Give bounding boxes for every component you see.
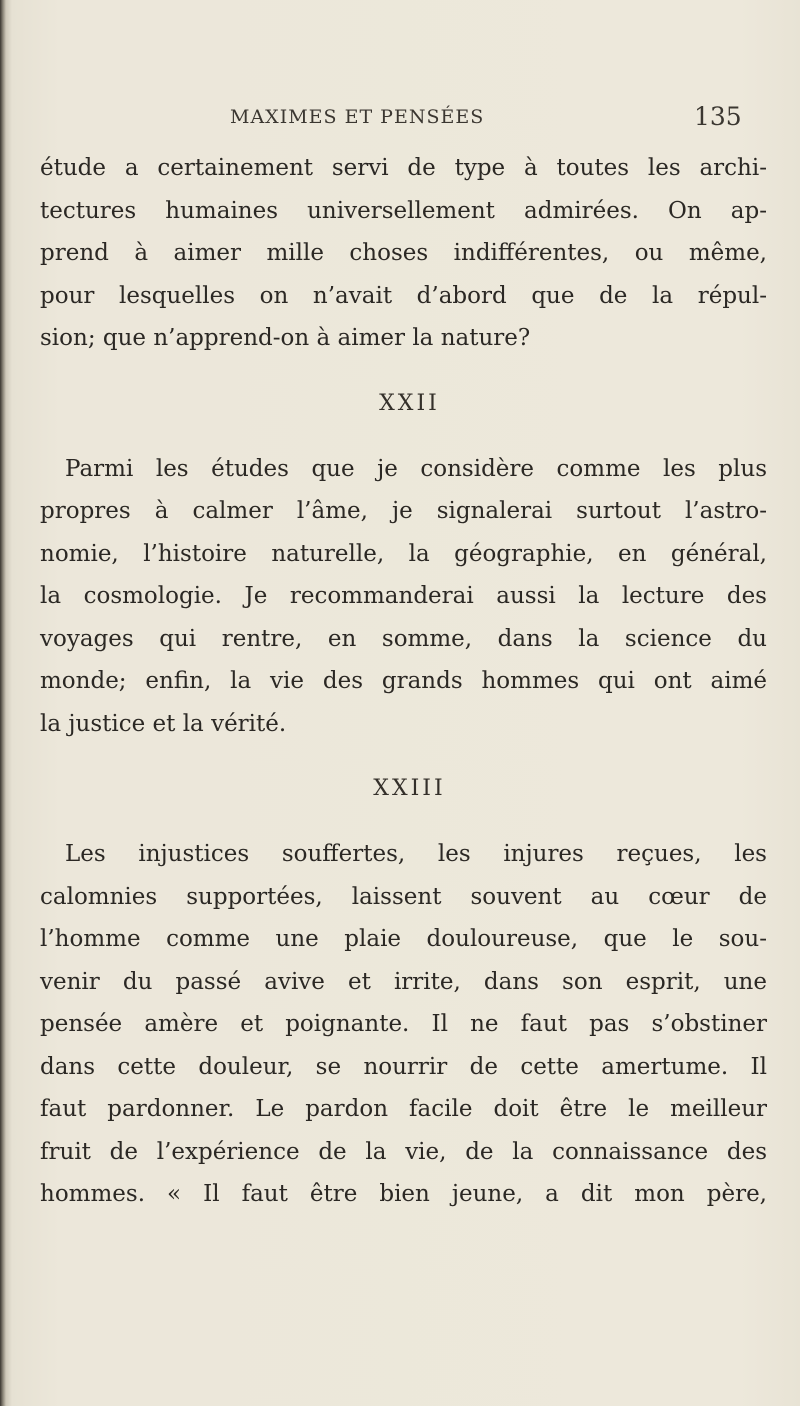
text-line: l’homme comme une plaie douloureuse, que le sou- — [40, 926, 767, 952]
text-line: nomie, l’histoire naturelle, la géographie, en général, — [40, 540, 767, 567]
text-line: faut pardonner. Le pardon facile doit être le meilleur — [40, 1096, 767, 1122]
text-line: sion; que n’apprend-on à aimer la nature? — [40, 325, 531, 351]
text-line: étude a certainement servi de type à toutes les archi- — [40, 155, 767, 181]
paragraph-xxii — [40, 448, 767, 746]
text-line: dans cette douleur, se nourrir de cette amertume. Il — [40, 1053, 767, 1080]
text-line: Parmi les études que je considère comme les plus — [65, 455, 767, 482]
paragraph-continued — [40, 147, 767, 360]
text-line: fruit de l’expérience de la vie, de la connaissance des — [40, 1138, 767, 1165]
running-title: MAXIMES ET PENSÉES — [230, 106, 485, 128]
text-line: pensée amère et poignante. Il ne faut pas s’obstiner — [40, 1011, 767, 1037]
text-line: tectures humaines universellement admirées. On ap- — [40, 197, 767, 224]
body-text — [40, 147, 767, 1216]
page-header — [0, 102, 800, 138]
text-line: hommes. « Il faut être bien jeune, a dit mon père, — [40, 1181, 767, 1207]
page-number: 135 — [694, 102, 742, 131]
text-line: Les injustices souffertes, les injures reçues, les — [65, 841, 767, 867]
text-line: propres à calmer l’âme, je signalerai surtout l’astro- — [40, 498, 767, 524]
text-line: la justice et la vérité. — [40, 710, 287, 737]
paragraph-xxiii — [40, 833, 767, 1216]
text-line: venir du passé avive et irrite, dans son esprit, une — [40, 968, 767, 995]
text-line: monde; enfin, la vie des grands hommes qui ont aimé — [40, 668, 767, 694]
text-line: pour lesquelles on n’avait d’abord que de la répul- — [40, 282, 767, 309]
section-heading-xxiii: XXIII — [373, 776, 446, 801]
text-line: la cosmologie. Je recommanderai aussi la lecture des — [40, 583, 767, 609]
text-line: prend à aimer mille choses indifférentes, ou même, — [40, 240, 767, 266]
text-line: voyages qui rentre, en somme, dans la science du — [40, 625, 767, 652]
section-heading-xxii: XXII — [379, 390, 440, 416]
text-line: calomnies supportées, laissent souvent au cœur de — [40, 883, 767, 910]
